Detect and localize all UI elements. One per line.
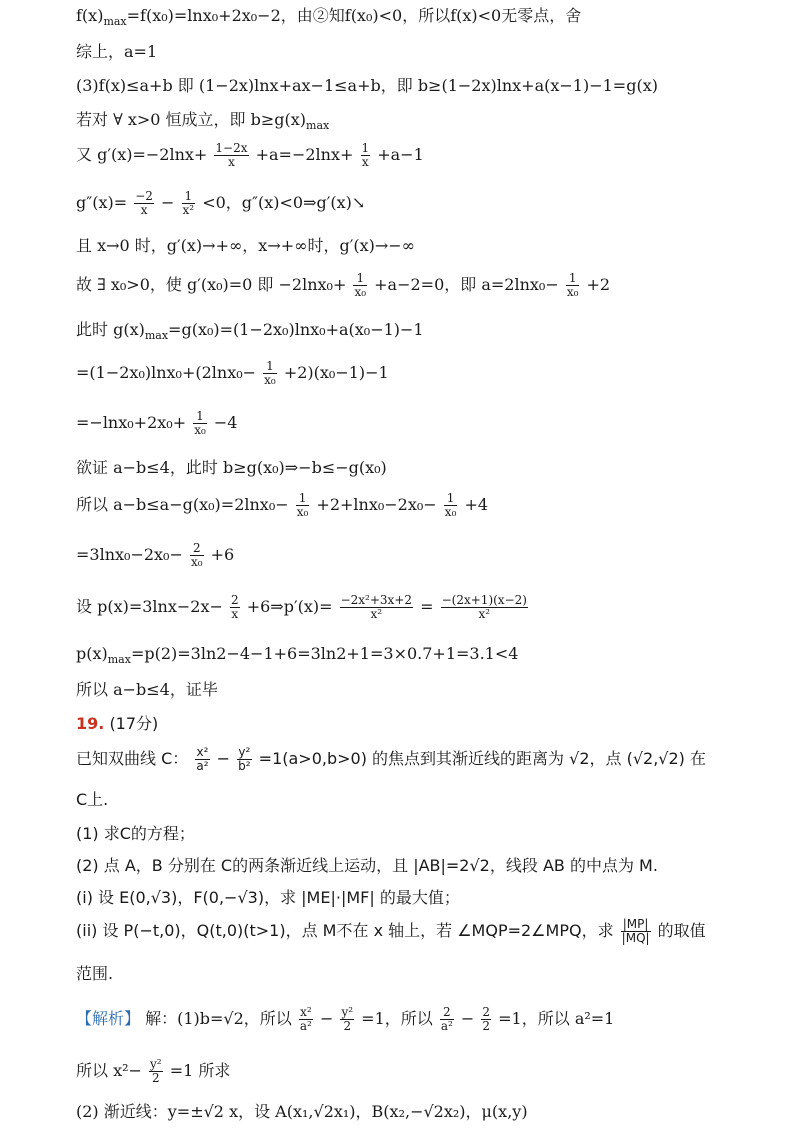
line-to-prove: 欲证 a−b≤4，此时 b≥g(x₀)⇒−b≤−g(x₀) (76, 458, 387, 477)
line-gmax-simplified: =−lnx₀+2x₀+ $\frac{1}{\text{x₀}}$ −4 (76, 409, 238, 438)
fraction: $\frac{1}{\text{x₀}}$ (444, 491, 457, 520)
fraction: $\frac{\text{x²}}{\text{a²}}$ (299, 1005, 312, 1034)
fraction: $\frac{2}{2}$ (482, 1005, 491, 1034)
line-fmax: $f(x)_{max}=f(x_0)=\ln x_0+2x_0-2$，由②知f(x₀)<0，所以f(x)<0无零点，舍 (76, 6, 582, 29)
line-g-prime: 又 g′(x)=−2lnx+ $\frac{1-2x}{x}$ +a=−2lnx+ $\frac{1}{x}$ +a−1 (76, 141, 424, 170)
question-19-part2-ii-cont: 范围. (76, 964, 114, 983)
question-19-part2-i: (i) 设 E(0,√3)，F(0,−√3)，求 |ME|·|MF| 的最大值； (76, 888, 460, 907)
line-gmax-expand: =(1−2x₀)lnx₀+(2lnx₀− $\frac{1}{\text{x₀}}$ +2)(x₀−1)−1 (76, 359, 389, 388)
question-19-part1: (1) 求C的方程； (76, 824, 195, 843)
fraction: $\frac{-2}{x}$ (135, 189, 153, 218)
fraction: $\frac{1}{\text{x²}}$ (182, 189, 195, 218)
question-19-stem: 已知双曲线 C： $\frac{\text{x²}}{\text{a²}}$ − $\frac{\text{y²}}{\text{b²}}$ =1(a>0,b>0) 的焦点到其渐近线的距离为 √2，点 (√2,√2) 在 (76, 745, 706, 774)
line-proof-done: 所以 a−b≤4，证毕 (76, 680, 218, 699)
line-p-max: $p(x)_{max}=p(2)=3\ln 2-4-1+6=3\ln 2+1=3\times 0.7+1=3.1<4$ (76, 644, 519, 667)
fraction: $\frac{1-2x}{x}$ (215, 141, 248, 170)
question-19-header (76, 716, 158, 732)
solution-line-2: 所以 x²− $\frac{\text{y²}}{2}$ =1 所求 (76, 1057, 231, 1086)
analysis-tag: 【解析】 (76, 1009, 141, 1029)
line-a-minus-b-simplified: =3lnx₀−2x₀− $\frac{2}{\text{x₀}}$ +6 (76, 541, 235, 570)
fraction: $\frac{\text{y²}}{2}$ (150, 1057, 162, 1086)
line-g-double-prime: g″(x)= $\frac{-2}{x}$ − $\frac{1}{\text{x²}}$ <0，g″(x)<0⇒g′(x)↘ (76, 189, 366, 218)
question-score: (17分) (109, 714, 159, 733)
line-exists-x0: 故 ∃ x₀>0，使 g′(x₀)=0 即 −2lnx₀+ $\frac{1}{\text{x₀}}$ +a−2=0，即 a=2lnx₀− $\frac{1}{\text{x₀}}$ +2 (76, 271, 611, 300)
fraction: $\frac{2}{x}$ (230, 593, 239, 622)
fraction: $\frac{\text{−2x²+3x+2}}{\text{x²}}$ (340, 593, 413, 622)
fraction: $\frac{\text{x²}}{\text{a²}}$ (196, 745, 209, 774)
question-19-stem-cont: C上. (76, 790, 109, 809)
solution-line-3: (2) 渐近线：y=±√2 x，设 A(x₁,√2x₁)，B(x₂,−√2x₂)，μ(x,y) (76, 1102, 528, 1121)
fraction: $\frac{\text{y²}}{2}$ (341, 1005, 354, 1034)
fraction: $\frac{2}{\text{x₀}}$ (190, 541, 203, 570)
fraction: $\frac{1}{\text{x₀}}$ (354, 271, 367, 300)
line-for-all: 若对 ∀ x>0 恒成立，即 $b\ge g(x)_{max}$ (76, 110, 330, 133)
line-limits: 且 x→0 时，g′(x)→+∞，x→+∞时，g′(x)→−∞ (76, 236, 415, 255)
fraction: $\frac{2}{\text{a²}}$ (440, 1005, 453, 1034)
fraction: $\frac{1}{x}$ (361, 141, 370, 170)
line-part3-condition: (3)f(x)≤a+b 即 (1−2x)lnx+ax−1≤a+b，即 b≥(1−2x)lnx+a(x−1)−1=g(x) (76, 76, 658, 95)
line-p-function: 设 p(x)=3lnx−2x− $\frac{2}{x}$ +6⇒p′(x)= $\frac{\text{−2x²+3x+2}}{\text{x²}}$ = $\frac{-(2x+1)(x-2)}{\text{x²}}$ (76, 593, 527, 622)
fraction: $\frac{-(2x+1)(x-2)}{\text{x²}}$ (441, 593, 527, 622)
fraction: $\frac{1}{\text{x₀}}$ (566, 271, 579, 300)
fraction: $\frac{1}{\text{x₀}}$ (194, 409, 206, 438)
line-gmax: 此时 $g(x)_{max}=g(x_0)=(1-2x_0)\ln x_0+a(x_0-1)-1$ (76, 320, 424, 343)
fraction: $\frac{1}{\text{x₀}}$ (296, 491, 309, 520)
line-conclusion-a: 综上，a=1 (76, 42, 158, 61)
question-number: 19. (76, 714, 105, 733)
line-a-minus-b: 所以 a−b≤a−g(x₀)=2lnx₀− $\frac{1}{\text{x₀}}$ +2+lnx₀−2x₀− $\frac{1}{\text{x₀}}$ +4 (76, 491, 489, 520)
fraction: $\frac{|MP|}{|MQ|}$ (621, 917, 650, 946)
question-19-part2: (2) 点 A，B 分别在 C的两条渐近线上运动，且 |AB|=2√2，线段 AB 的中点为 M. (76, 856, 658, 875)
fraction: $\frac{1}{\text{x₀}}$ (264, 359, 276, 388)
solution-line-1: 【解析】 解：(1)b=√2，所以 $\frac{\text{x²}}{\text{a²}}$ − $\frac{\text{y²}}{2}$ =1，所以 $\frac{2}{\text{a²}}$ − $\frac{2}{2}$ =1，所以 a²=1 (76, 1005, 615, 1034)
question-19-part2-ii: (ii) 设 P(−t,0)，Q(t,0)(t>1)，点 M不在 x 轴上，若 ∠MQP=2∠MPQ，求 $\frac{|MP|}{|MQ|}$ 的取值 (76, 917, 706, 946)
fraction: $\frac{\text{y²}}{\text{b²}}$ (238, 745, 251, 774)
